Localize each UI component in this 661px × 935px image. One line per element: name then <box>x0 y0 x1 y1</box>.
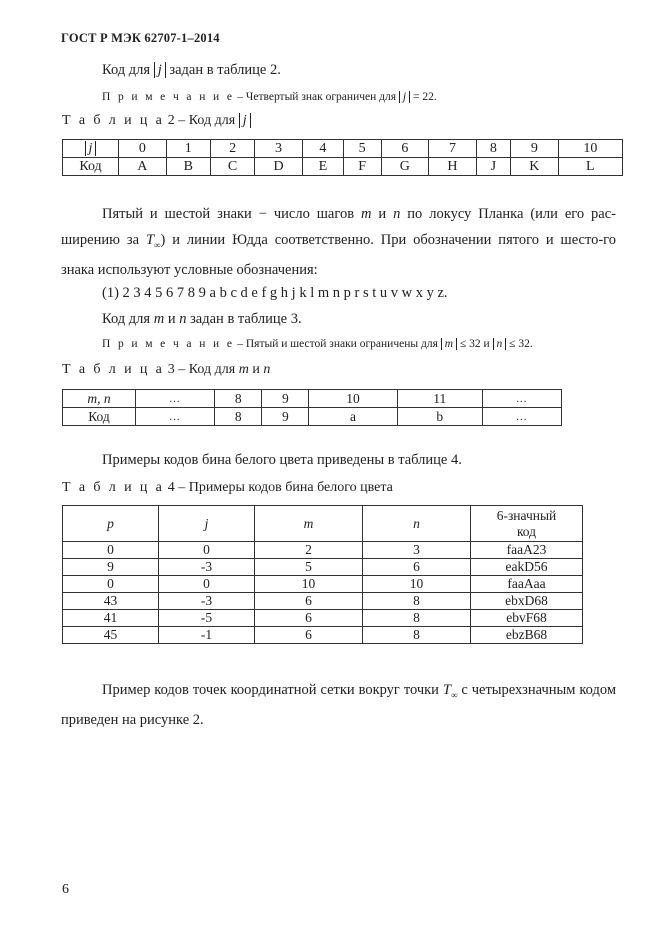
table-cell: 3 <box>363 542 471 559</box>
table-row <box>63 627 583 644</box>
table-cell: faaA23 <box>471 542 583 559</box>
table-cell: 8 <box>363 627 471 644</box>
table-cell: 0 <box>159 542 255 559</box>
table-cell: 6 <box>255 593 363 610</box>
table-cell: Код <box>63 158 119 176</box>
table-header-cell: 6-значный код <box>471 506 583 542</box>
table-cell: 6 <box>363 559 471 576</box>
table-row <box>63 408 562 426</box>
table-header-cell: m <box>255 506 363 542</box>
table-cell: C <box>210 158 254 176</box>
code-mn-sentence: Код для m и n задан в таблице 3. <box>102 311 302 327</box>
table-cell: ebzB68 <box>471 627 583 644</box>
table-cell: 0 <box>159 576 255 593</box>
table-cell: F <box>343 158 381 176</box>
table-cell: 0 <box>63 542 159 559</box>
table-cell: … <box>482 408 561 426</box>
table-cell: a <box>309 408 397 426</box>
table-3-title: Т а б л и ц а 3 – Код для m и n <box>62 362 271 377</box>
table-cell: 43 <box>63 593 159 610</box>
table-cell: A <box>119 158 167 176</box>
table-cell: b <box>397 408 482 426</box>
table-cell: … <box>136 408 215 426</box>
table-cell: 8 <box>215 408 262 426</box>
table-4-title: Т а б л и ц а 4 – Примеры кодов бина белого цвета <box>62 480 393 495</box>
table-cell: 8 <box>476 140 510 158</box>
table-cell: 5 <box>343 140 381 158</box>
table-cell: K <box>511 158 559 176</box>
symbol-list: (1) 2 3 4 5 6 7 8 9 a b c d e f g h j k l m n p r s t u v w x y z. <box>102 285 448 301</box>
table-row <box>63 593 583 610</box>
table-header-cell: n <box>363 506 471 542</box>
table-cell: E <box>302 158 343 176</box>
table-row <box>63 390 562 408</box>
table-cell: 2 <box>210 140 254 158</box>
table-cell: 6 <box>255 627 363 644</box>
table-cell: 9 <box>262 408 309 426</box>
table-cell: -3 <box>159 593 255 610</box>
examples-sentence: Примеры кодов бина белого цвета приведены в таблице 4. <box>102 452 462 468</box>
page-number: 6 <box>62 882 69 897</box>
table-cell: D <box>255 158 303 176</box>
table-cell: 6 <box>381 140 429 158</box>
table-3 <box>62 389 562 426</box>
table-cell: … <box>136 390 215 408</box>
table-cell: G <box>381 158 429 176</box>
table-cell: 9 <box>63 559 159 576</box>
table-cell: 8 <box>363 610 471 627</box>
note-2: П р и м е ч а н и е – Пятый и шестой знаки ограничены для m ≤ 32 и n ≤ 32. <box>102 338 533 350</box>
table-4 <box>62 505 583 644</box>
table-cell: 9 <box>262 390 309 408</box>
table-cell: 10 <box>363 576 471 593</box>
table-cell: ebxD68 <box>471 593 583 610</box>
table-cell: 9 <box>511 140 559 158</box>
table-cell: eakD56 <box>471 559 583 576</box>
table-cell: Код <box>63 408 136 426</box>
table-cell: -1 <box>159 627 255 644</box>
table-cell: 10 <box>309 390 397 408</box>
table-cell: 8 <box>363 593 471 610</box>
table-cell: H <box>429 158 477 176</box>
table-cell: -5 <box>159 610 255 627</box>
table-cell: 10 <box>255 576 363 593</box>
table-cell: 8 <box>215 390 262 408</box>
table-cell: 7 <box>429 140 477 158</box>
paragraph-grid-example: Пример кодов точек координатной сетки вокруг точки $T_\infty$ с четырехзначным кодом приведен на рисунке 2. <box>61 682 617 729</box>
table-cell: 41 <box>63 610 159 627</box>
table-header-row <box>63 506 583 542</box>
table-cell: 2 <box>255 542 363 559</box>
document-header: ГОСТ Р МЭК 62707-1–2014 <box>61 31 220 45</box>
table-2-title: Т а б л и ц а 2 – Код для j <box>62 113 251 129</box>
table-cell: 6 <box>255 610 363 627</box>
table-cell: J <box>476 158 510 176</box>
table-cell: 1 <box>166 140 210 158</box>
table-row <box>63 559 583 576</box>
table-cell: 10 <box>558 140 622 158</box>
table-row <box>63 576 583 593</box>
table-cell: 3 <box>255 140 303 158</box>
table-cell: m, n <box>63 390 136 408</box>
table-cell: 0 <box>63 576 159 593</box>
table-cell: L <box>558 158 622 176</box>
table-cell: 11 <box>397 390 482 408</box>
table-2 <box>62 139 623 176</box>
table-row <box>63 610 583 627</box>
table-cell: … <box>482 390 561 408</box>
table-cell: faaAaa <box>471 576 583 593</box>
table-row <box>63 158 623 176</box>
table-cell: ebvF68 <box>471 610 583 627</box>
table-cell: B <box>166 158 210 176</box>
table-row <box>63 542 583 559</box>
table-cell: 4 <box>302 140 343 158</box>
paragraph-fifth-sixth-signs: Пятый и шестой знаки − число шагов m и n по локусу Планка (или его рас-ширению за $T_\infty$) и линии Юдда соответственно. При обозначении пятого и шесто-го знака используют условные обозначения: <box>61 206 617 278</box>
table-cell: 0 <box>119 140 167 158</box>
code-j-sentence: Код для j задан в таблице 2. <box>102 62 281 78</box>
table-cell: -3 <box>159 559 255 576</box>
table-cell: 45 <box>63 627 159 644</box>
table-header-cell: p <box>63 506 159 542</box>
table-row <box>63 140 623 158</box>
table-cell: 5 <box>255 559 363 576</box>
table-cell: j <box>63 140 119 158</box>
note-1: П р и м е ч а н и е – Четвертый знак ограничен для j = 22. <box>102 91 437 103</box>
table-header-cell: j <box>159 506 255 542</box>
